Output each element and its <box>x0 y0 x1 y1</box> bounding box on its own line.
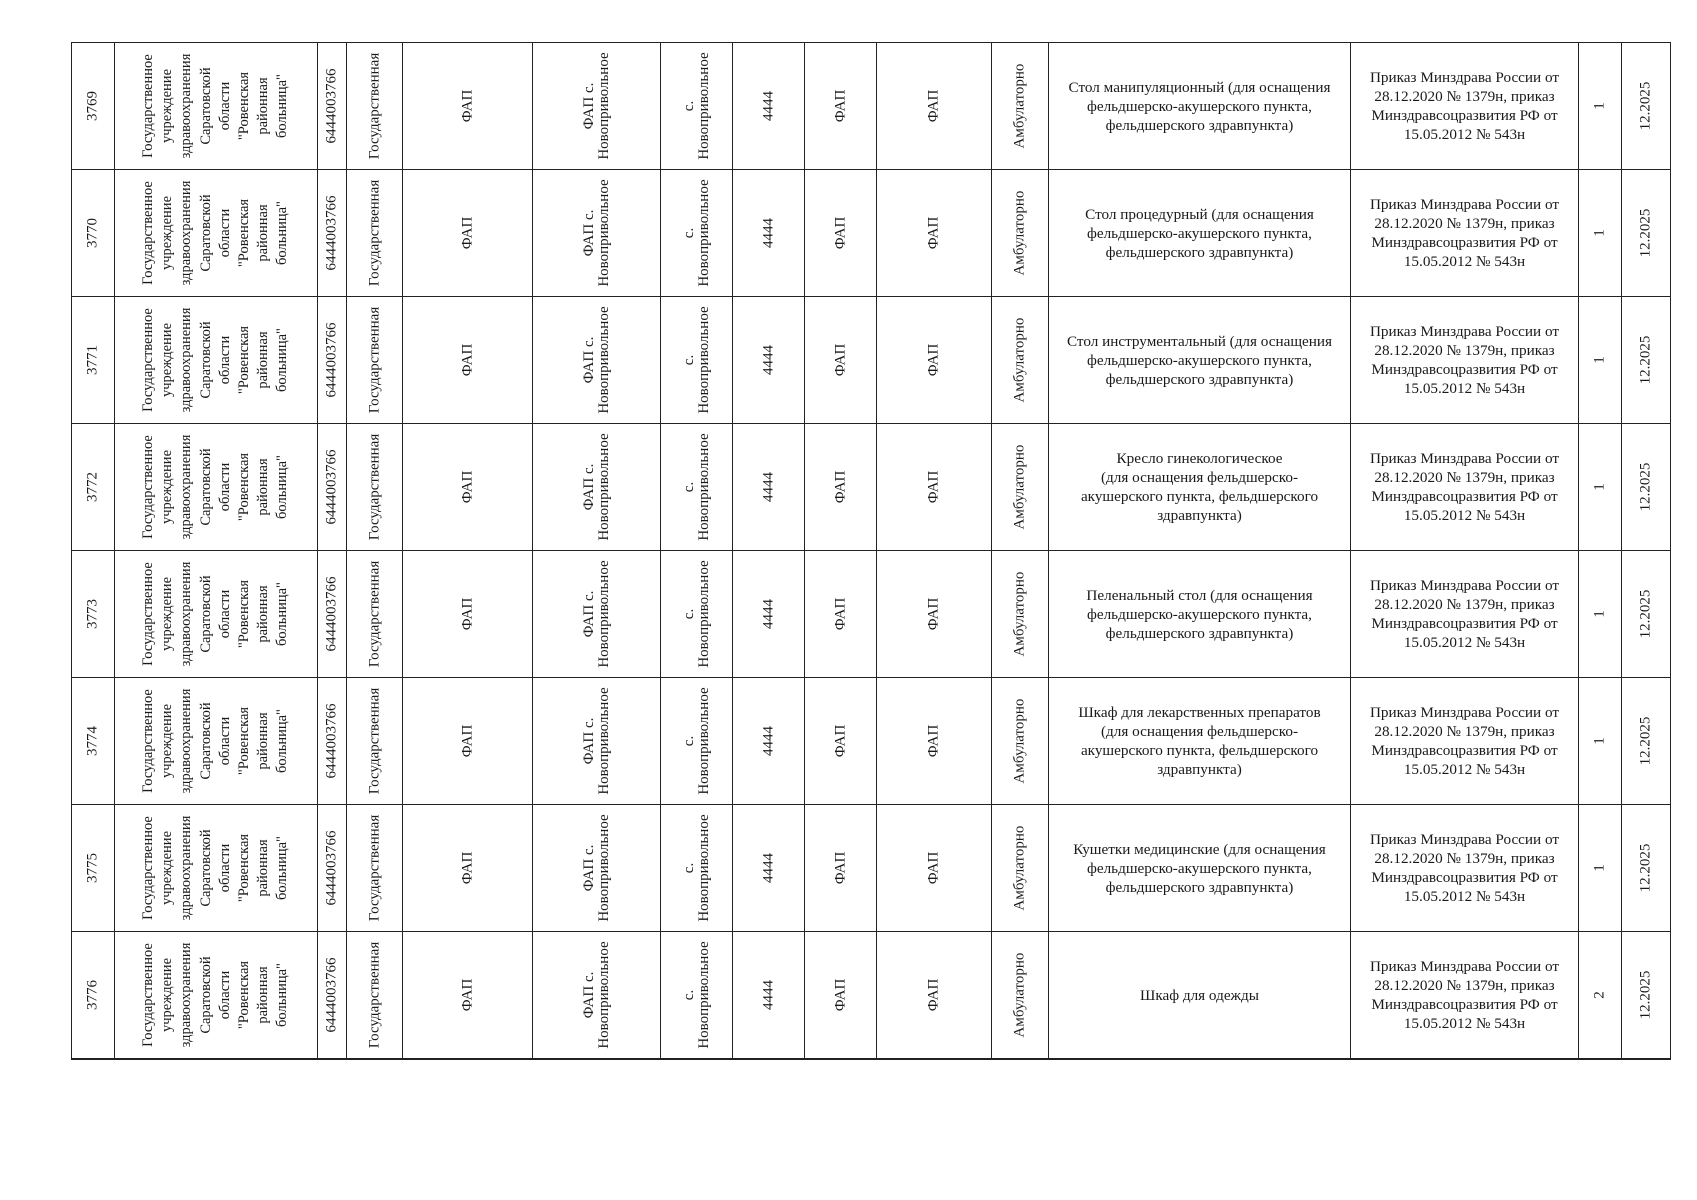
code-cell <box>733 932 805 1060</box>
inn-text: 6444003766 <box>323 957 340 1033</box>
subdivision-cell <box>877 932 992 1060</box>
care-form-text: Амбулаторно <box>1011 190 1028 276</box>
organization-text: Государственное учреждение здравоохранения Саратовской области "Ровенская районная больница" <box>140 53 291 159</box>
ownership-text: Государственная <box>366 560 382 668</box>
unit-name-text: ФАП с. Новопривольное <box>580 179 612 287</box>
row-number-cell <box>72 43 115 170</box>
inn-cell <box>318 170 347 297</box>
settlement-text: с. Новопривольное <box>680 179 712 287</box>
ownership-cell <box>347 551 403 678</box>
department-cell <box>805 932 877 1060</box>
period-cell <box>1622 805 1671 932</box>
subdivision-cell <box>877 170 992 297</box>
subdivision-text: ФАП <box>925 89 942 123</box>
organization-cell <box>115 932 318 1060</box>
equipment-table <box>71 42 1671 1060</box>
table-row <box>72 551 1671 678</box>
row-number-cell <box>72 678 115 805</box>
row-number-text: 3776 <box>84 980 101 1010</box>
unit-type-cell <box>403 551 533 678</box>
row-number-cell <box>72 932 115 1060</box>
equipment-name-cell: Стол процедурный (для оснащения фельдшерско-акушерского пункта, фельдшерского здравпункта) <box>1049 170 1351 297</box>
row-number-text: 3769 <box>84 91 101 121</box>
quantity-text: 1 <box>1591 864 1608 872</box>
inn-text: 6444003766 <box>323 449 340 525</box>
period-cell <box>1622 424 1671 551</box>
quantity-cell <box>1579 170 1622 297</box>
inn-text: 6444003766 <box>323 68 340 144</box>
subdivision-text: ФАП <box>925 724 942 758</box>
subdivision-cell <box>877 805 992 932</box>
subdivision-text: ФАП <box>925 851 942 885</box>
subdivision-text: ФАП <box>925 343 942 377</box>
department-text: ФАП <box>832 978 848 1012</box>
settlement-cell <box>661 424 733 551</box>
settlement-cell <box>661 551 733 678</box>
code-cell <box>733 170 805 297</box>
unit-name-cell <box>533 297 661 424</box>
settlement-cell <box>661 805 733 932</box>
organization-text: Государственное учреждение здравоохранения Саратовской области "Ровенская районная больница" <box>140 688 291 794</box>
period-text: 12.2025 <box>1637 843 1654 893</box>
quantity-text: 1 <box>1591 102 1608 110</box>
unit-type-cell <box>403 932 533 1060</box>
row-number-cell <box>72 424 115 551</box>
ownership-text: Государственная <box>366 306 382 414</box>
quantity-cell <box>1579 932 1622 1060</box>
unit-type-text: ФАП <box>459 89 475 123</box>
subdivision-cell <box>877 678 992 805</box>
code-text: 4444 <box>760 91 776 121</box>
regulation-cell: Приказ Минздрава России от 28.12.2020 № 1379н, приказ Минздравсоцразвития РФ от 15.05.2012 № 543н <box>1351 424 1579 551</box>
care-form-cell <box>992 43 1049 170</box>
ownership-text: Государственная <box>366 814 382 922</box>
subdivision-cell <box>877 297 992 424</box>
row-number-text: 3772 <box>84 472 101 502</box>
quantity-cell <box>1579 297 1622 424</box>
code-cell <box>733 424 805 551</box>
department-text: ФАП <box>832 470 848 504</box>
inn-cell <box>318 43 347 170</box>
equipment-name-cell: Шкаф для лекарственных препаратов (для оснащения фельдшерско-акушерского пункта, фельдшерского здравпункта) <box>1049 678 1351 805</box>
department-cell <box>805 805 877 932</box>
unit-name-cell <box>533 424 661 551</box>
quantity-text: 1 <box>1591 356 1608 364</box>
organization-cell <box>115 678 318 805</box>
quantity-text: 1 <box>1591 737 1608 745</box>
quantity-cell <box>1579 678 1622 805</box>
period-cell <box>1622 297 1671 424</box>
settlement-text: с. Новопривольное <box>680 687 712 795</box>
ownership-cell <box>347 805 403 932</box>
department-cell <box>805 170 877 297</box>
quantity-text: 1 <box>1591 229 1608 237</box>
care-form-text: Амбулаторно <box>1011 952 1028 1038</box>
care-form-text: Амбулаторно <box>1011 317 1028 403</box>
inn-cell <box>318 805 347 932</box>
care-form-cell <box>992 678 1049 805</box>
period-text: 12.2025 <box>1637 208 1654 258</box>
code-text: 4444 <box>760 599 776 629</box>
organization-text: Государственное учреждение здравоохранения Саратовской области "Ровенская районная больница" <box>140 434 291 540</box>
department-text: ФАП <box>832 89 848 123</box>
regulation-cell: Приказ Минздрава России от 28.12.2020 № 1379н, приказ Минздравсоцразвития РФ от 15.05.2012 № 543н <box>1351 678 1579 805</box>
department-cell <box>805 43 877 170</box>
unit-type-cell <box>403 805 533 932</box>
care-form-cell <box>992 297 1049 424</box>
regulation-cell: Приказ Минздрава России от 28.12.2020 № 1379н, приказ Минздравсоцразвития РФ от 15.05.2012 № 543н <box>1351 170 1579 297</box>
row-number-text: 3774 <box>84 726 101 756</box>
settlement-cell <box>661 932 733 1060</box>
care-form-cell <box>992 805 1049 932</box>
unit-type-text: ФАП <box>459 597 475 631</box>
code-text: 4444 <box>760 472 776 502</box>
ownership-cell <box>347 932 403 1060</box>
ownership-text: Государственная <box>366 687 382 795</box>
care-form-cell <box>992 170 1049 297</box>
quantity-cell <box>1579 43 1622 170</box>
equipment-name-cell: Пеленальный стол (для оснащения фельдшерско-акушерского пункта, фельдшерского здравпункта) <box>1049 551 1351 678</box>
inn-text: 6444003766 <box>323 322 340 398</box>
quantity-cell <box>1579 805 1622 932</box>
settlement-text: с. Новопривольное <box>680 433 712 541</box>
department-text: ФАП <box>832 851 848 885</box>
settlement-text: с. Новопривольное <box>680 306 712 414</box>
care-form-text: Амбулаторно <box>1011 825 1028 911</box>
code-cell <box>733 805 805 932</box>
ownership-text: Государственная <box>366 941 382 1049</box>
subdivision-text: ФАП <box>925 216 942 250</box>
ownership-cell <box>347 424 403 551</box>
quantity-text: 1 <box>1591 483 1608 491</box>
department-cell <box>805 297 877 424</box>
quantity-cell <box>1579 424 1622 551</box>
row-number-cell <box>72 297 115 424</box>
period-text: 12.2025 <box>1637 716 1654 766</box>
settlement-cell <box>661 43 733 170</box>
inn-cell <box>318 932 347 1060</box>
unit-type-cell <box>403 678 533 805</box>
row-number-cell <box>72 805 115 932</box>
period-text: 12.2025 <box>1637 462 1654 512</box>
code-text: 4444 <box>760 726 776 756</box>
code-cell <box>733 297 805 424</box>
unit-type-text: ФАП <box>459 978 475 1012</box>
care-form-text: Амбулаторно <box>1011 571 1028 657</box>
unit-type-text: ФАП <box>459 216 475 250</box>
care-form-text: Амбулаторно <box>1011 63 1028 149</box>
table-row <box>72 932 1671 1060</box>
table-row <box>72 43 1671 170</box>
organization-cell <box>115 424 318 551</box>
unit-name-text: ФАП с. Новопривольное <box>580 52 612 160</box>
ownership-cell <box>347 43 403 170</box>
unit-name-cell <box>533 170 661 297</box>
settlement-text: с. Новопривольное <box>680 941 712 1049</box>
unit-type-text: ФАП <box>459 343 475 377</box>
ownership-text: Государственная <box>366 52 382 160</box>
organization-cell <box>115 43 318 170</box>
ownership-text: Государственная <box>366 433 382 541</box>
period-cell <box>1622 932 1671 1060</box>
settlement-text: с. Новопривольное <box>680 560 712 668</box>
organization-cell <box>115 170 318 297</box>
table-row <box>72 170 1671 297</box>
ownership-cell <box>347 170 403 297</box>
department-text: ФАП <box>832 343 848 377</box>
settlement-cell <box>661 297 733 424</box>
period-cell <box>1622 678 1671 805</box>
inn-text: 6444003766 <box>323 703 340 779</box>
equipment-name-cell: Стол инструментальный (для оснащения фельдшерско-акушерского пункта, фельдшерского здравпункта) <box>1049 297 1351 424</box>
inn-cell <box>318 551 347 678</box>
inn-text: 6444003766 <box>323 830 340 906</box>
equipment-name-cell: Кушетки медицинские (для оснащения фельдшерско-акушерского пункта, фельдшерского здравпункта) <box>1049 805 1351 932</box>
equipment-name-cell: Кресло гинекологическое (для оснащения фельдшерско-акушерского пункта, фельдшерского здравпункта) <box>1049 424 1351 551</box>
unit-name-text: ФАП с. Новопривольное <box>580 814 612 922</box>
unit-type-text: ФАП <box>459 470 475 504</box>
row-number-text: 3771 <box>84 345 101 375</box>
settlement-cell <box>661 678 733 805</box>
department-cell <box>805 424 877 551</box>
period-text: 12.2025 <box>1637 81 1654 131</box>
code-text: 4444 <box>760 980 776 1010</box>
unit-name-text: ФАП с. Новопривольное <box>580 941 612 1049</box>
inn-cell <box>318 424 347 551</box>
row-number-cell <box>72 170 115 297</box>
unit-type-text: ФАП <box>459 724 475 758</box>
organization-text: Государственное учреждение здравоохранения Саратовской области "Ровенская районная больница" <box>140 180 291 286</box>
subdivision-cell <box>877 424 992 551</box>
period-text: 12.2025 <box>1637 589 1654 639</box>
inn-text: 6444003766 <box>323 576 340 652</box>
period-text: 12.2025 <box>1637 335 1654 385</box>
ownership-text: Государственная <box>366 179 382 287</box>
settlement-text: с. Новопривольное <box>680 52 712 160</box>
period-cell <box>1622 551 1671 678</box>
quantity-text: 1 <box>1591 610 1608 618</box>
period-cell <box>1622 43 1671 170</box>
table-row <box>72 805 1671 932</box>
unit-name-cell <box>533 551 661 678</box>
code-cell <box>733 43 805 170</box>
code-cell <box>733 678 805 805</box>
organization-cell <box>115 805 318 932</box>
unit-name-cell <box>533 805 661 932</box>
unit-type-cell <box>403 297 533 424</box>
code-cell <box>733 551 805 678</box>
ownership-cell <box>347 678 403 805</box>
unit-name-cell <box>533 43 661 170</box>
inn-cell <box>318 297 347 424</box>
care-form-text: Амбулаторно <box>1011 698 1028 784</box>
equipment-name-cell: Шкаф для одежды <box>1049 932 1351 1060</box>
subdivision-text: ФАП <box>925 470 942 504</box>
unit-name-text: ФАП с. Новопривольное <box>580 687 612 795</box>
code-text: 4444 <box>760 218 776 248</box>
unit-type-text: ФАП <box>459 851 475 885</box>
organization-cell <box>115 297 318 424</box>
regulation-cell: Приказ Минздрава России от 28.12.2020 № 1379н, приказ Минздравсоцразвития РФ от 15.05.2012 № 543н <box>1351 805 1579 932</box>
care-form-cell <box>992 424 1049 551</box>
care-form-cell <box>992 932 1049 1060</box>
unit-name-text: ФАП с. Новопривольное <box>580 433 612 541</box>
department-cell <box>805 678 877 805</box>
department-cell <box>805 551 877 678</box>
table-row <box>72 678 1671 805</box>
care-form-text: Амбулаторно <box>1011 444 1028 530</box>
settlement-cell <box>661 170 733 297</box>
organization-cell <box>115 551 318 678</box>
subdivision-text: ФАП <box>925 597 942 631</box>
inn-text: 6444003766 <box>323 195 340 271</box>
row-number-text: 3775 <box>84 853 101 883</box>
organization-text: Государственное учреждение здравоохранения Саратовской области "Ровенская районная больница" <box>140 942 291 1048</box>
table-row <box>72 424 1671 551</box>
organization-text: Государственное учреждение здравоохранения Саратовской области "Ровенская районная больница" <box>140 815 291 921</box>
table-row <box>72 297 1671 424</box>
row-number-text: 3773 <box>84 599 101 629</box>
unit-name-text: ФАП с. Новопривольное <box>580 306 612 414</box>
regulation-cell: Приказ Минздрава России от 28.12.2020 № 1379н, приказ Минздравсоцразвития РФ от 15.05.2012 № 543н <box>1351 43 1579 170</box>
department-text: ФАП <box>832 724 848 758</box>
code-text: 4444 <box>760 853 776 883</box>
subdivision-cell <box>877 551 992 678</box>
equipment-name-cell: Стол манипуляционный (для оснащения фельдшерско-акушерского пункта, фельдшерского здравпункта) <box>1049 43 1351 170</box>
ownership-cell <box>347 297 403 424</box>
unit-type-cell <box>403 424 533 551</box>
unit-type-cell <box>403 43 533 170</box>
subdivision-text: ФАП <box>925 978 942 1012</box>
period-cell <box>1622 170 1671 297</box>
inn-cell <box>318 678 347 805</box>
quantity-text: 2 <box>1591 991 1608 999</box>
row-number-cell <box>72 551 115 678</box>
row-number-text: 3770 <box>84 218 101 248</box>
unit-name-text: ФАП с. Новопривольное <box>580 560 612 668</box>
organization-text: Государственное учреждение здравоохранения Саратовской области "Ровенская районная больница" <box>140 307 291 413</box>
department-text: ФАП <box>832 597 848 631</box>
unit-name-cell <box>533 678 661 805</box>
department-text: ФАП <box>832 216 848 250</box>
quantity-cell <box>1579 551 1622 678</box>
care-form-cell <box>992 551 1049 678</box>
regulation-cell: Приказ Минздрава России от 28.12.2020 № 1379н, приказ Минздравсоцразвития РФ от 15.05.2012 № 543н <box>1351 551 1579 678</box>
code-text: 4444 <box>760 345 776 375</box>
unit-type-cell <box>403 170 533 297</box>
regulation-cell: Приказ Минздрава России от 28.12.2020 № 1379н, приказ Минздравсоцразвития РФ от 15.05.2012 № 543н <box>1351 297 1579 424</box>
organization-text: Государственное учреждение здравоохранения Саратовской области "Ровенская районная больница" <box>140 561 291 667</box>
period-text: 12.2025 <box>1637 970 1654 1020</box>
regulation-cell: Приказ Минздрава России от 28.12.2020 № 1379н, приказ Минздравсоцразвития РФ от 15.05.2012 № 543н <box>1351 932 1579 1060</box>
settlement-text: с. Новопривольное <box>680 814 712 922</box>
unit-name-cell <box>533 932 661 1060</box>
subdivision-cell <box>877 43 992 170</box>
